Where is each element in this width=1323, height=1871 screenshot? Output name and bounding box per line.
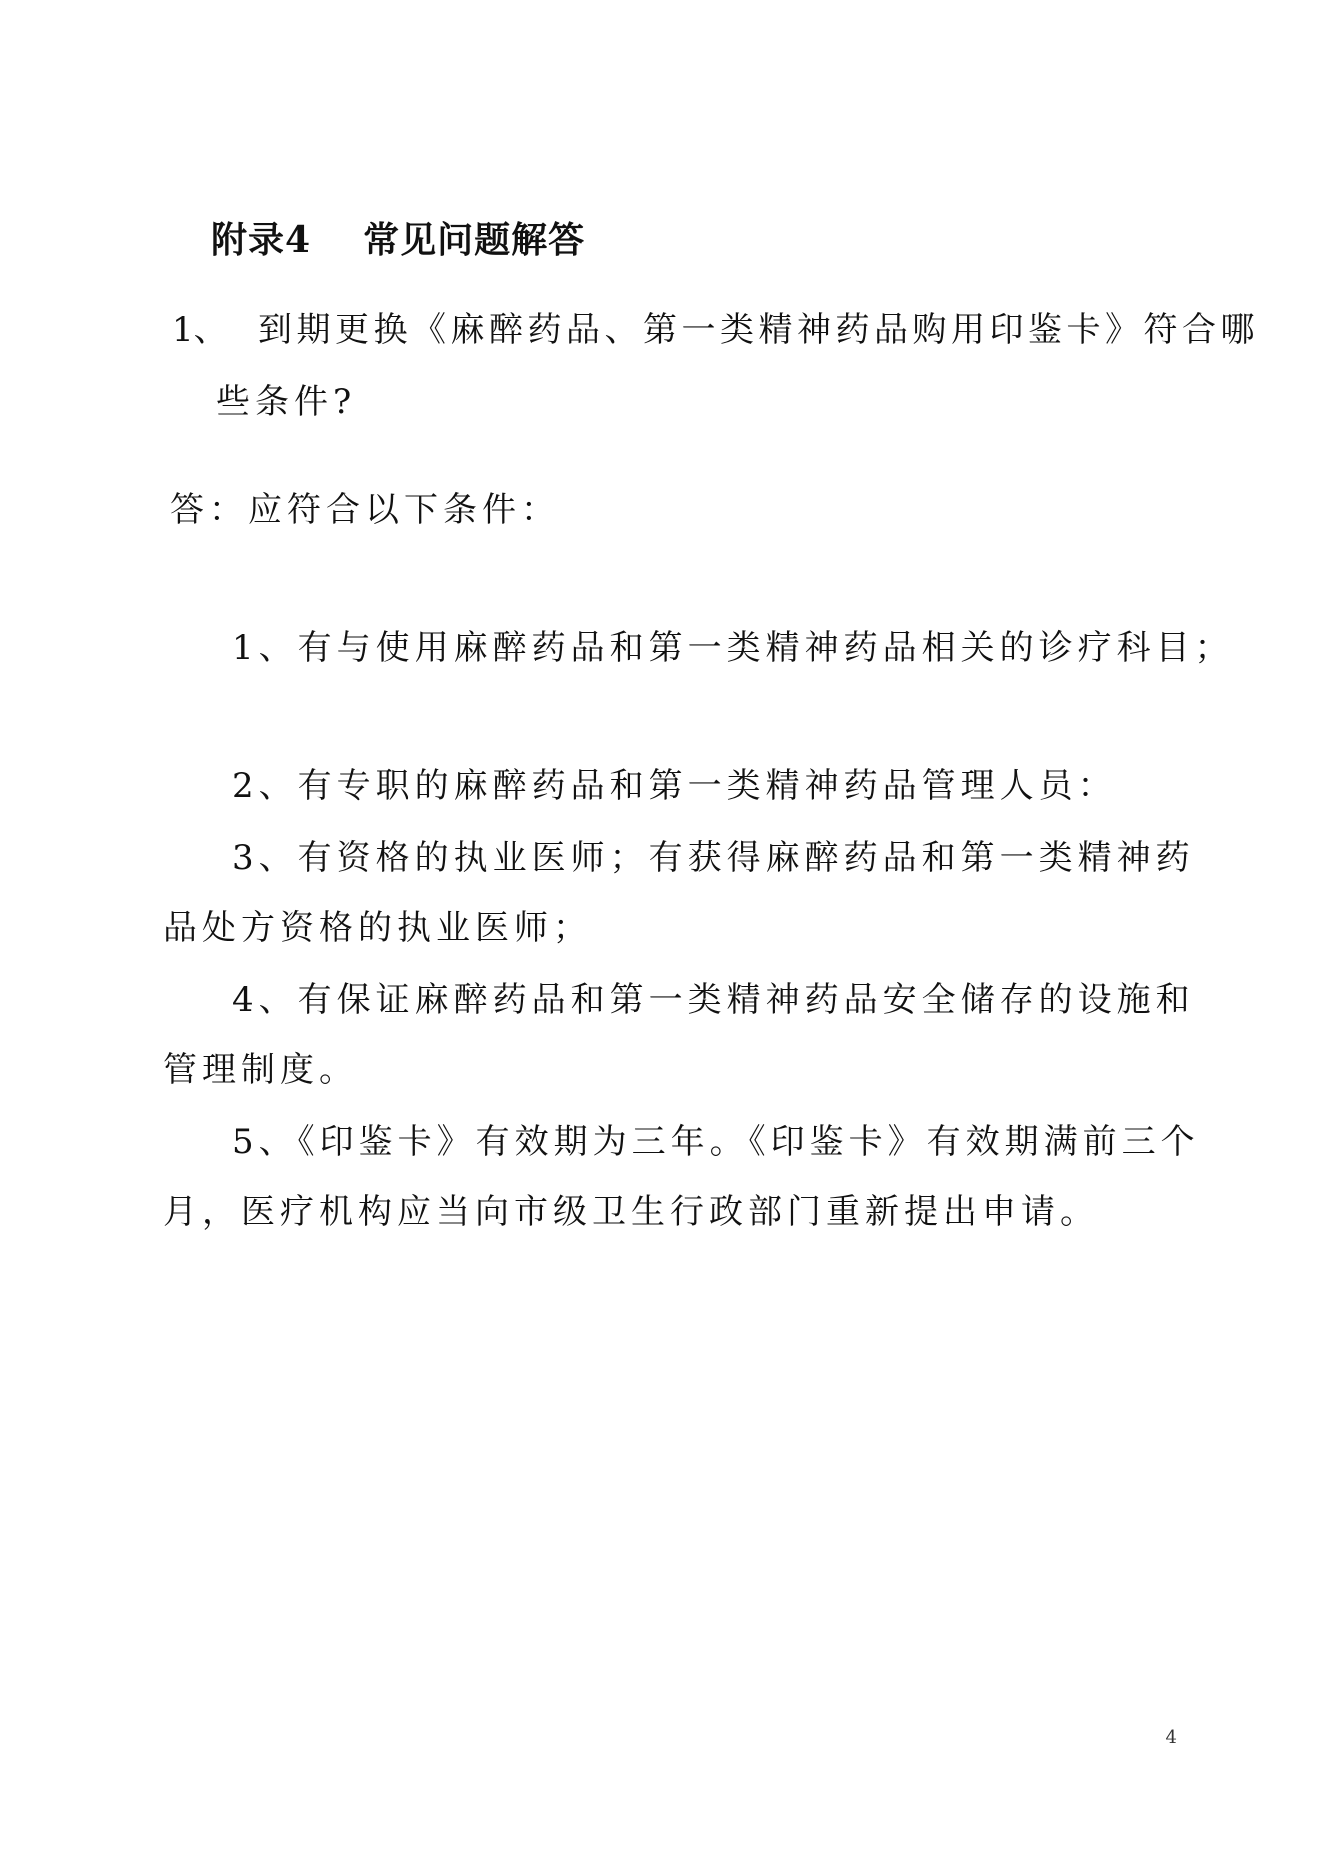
condition-4-line-1: 4、有保证麻醉药品和第一类精神药品安全储存的设施和 [232, 980, 1195, 1020]
answer-intro: 答：应符合以下条件： [170, 490, 560, 530]
condition-5-line-1: 5、《印鉴卡》有效期为三年。《印鉴卡》有效期满前三个 [232, 1122, 1200, 1162]
appendix-label: 附录4 [211, 219, 312, 261]
page-number: 4 [1165, 1727, 1177, 1748]
condition-2: 2、有专职的麻醉药品和第一类精神药品管理人员： [232, 766, 1117, 806]
appendix-heading [211, 220, 585, 260]
condition-3-line-2: 品处方资格的执业医师； [163, 908, 592, 948]
question-line-2: 些条件? [216, 382, 357, 422]
condition-5-line-2: 月，医疗机构应当向市级卫生行政部门重新提出申请。 [163, 1192, 1099, 1232]
condition-4-line-2: 管理制度。 [163, 1050, 358, 1090]
question-line-1: 到期更换《麻醉药品、第一类精神药品购用印鉴卡》符合哪 [258, 310, 1259, 350]
appendix-title: 常见问题解答 [363, 219, 586, 261]
condition-1: 1、有与使用麻醉药品和第一类精神药品相关的诊疗科目； [232, 628, 1234, 668]
question-number: 1、 [172, 310, 228, 350]
condition-3-line-1: 3、有资格的执业医师；有获得麻醉药品和第一类精神药 [232, 838, 1195, 878]
